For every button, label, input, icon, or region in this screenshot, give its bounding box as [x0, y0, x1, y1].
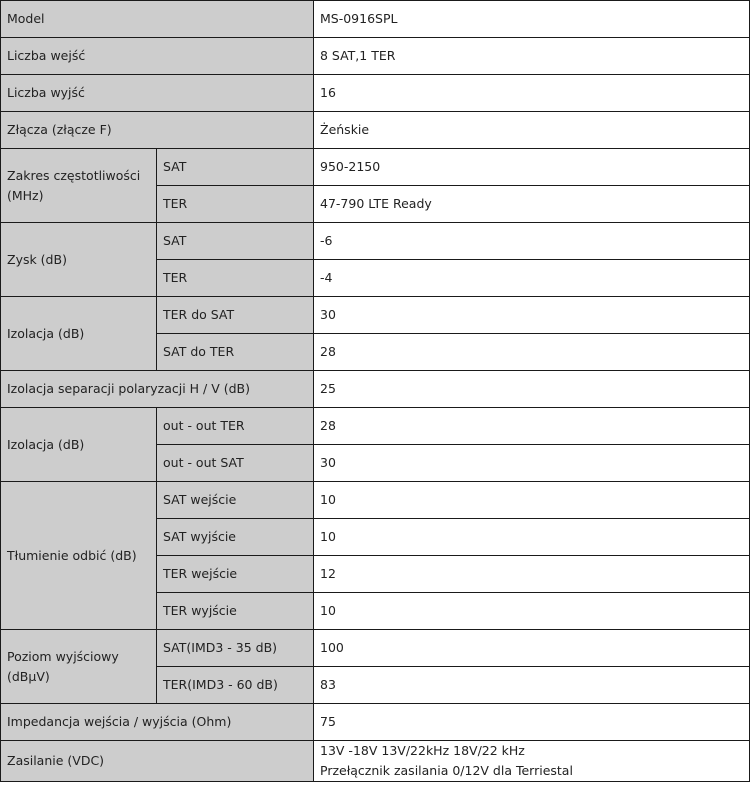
- group-label: Tłumienie odbić (dB): [1, 482, 157, 630]
- table-row: [1, 371, 750, 408]
- sub-label: out - out SAT: [157, 445, 314, 482]
- row-value: 25: [314, 371, 750, 408]
- group-label: Poziom wyjściowy (dBµV): [1, 630, 157, 704]
- sub-label: TER wejście: [157, 556, 314, 593]
- row-value: [314, 741, 750, 782]
- row-value: 950-2150: [314, 149, 750, 186]
- row-label: Impedancja wejścia / wyjścia (Ohm): [1, 704, 314, 741]
- table-row: [1, 630, 750, 667]
- table-row: [1, 223, 750, 260]
- row-label: Zasilanie (VDC): [1, 741, 314, 782]
- table-row: [1, 112, 750, 149]
- row-value: 47-790 LTE Ready: [314, 186, 750, 223]
- row-label: Liczba wejść: [1, 38, 314, 75]
- table-row: [1, 704, 750, 741]
- value-line: Przełącznik zasilania 0/12V dla Terriestal: [320, 763, 573, 778]
- row-label: Liczba wyjść: [1, 75, 314, 112]
- row-value: -4: [314, 260, 750, 297]
- row-value: 28: [314, 334, 750, 371]
- group-label: Izolacja (dB): [1, 297, 157, 371]
- row-value: MS-0916SPL: [314, 1, 750, 38]
- row-value: 8 SAT,1 TER: [314, 38, 750, 75]
- sub-label: SAT do TER: [157, 334, 314, 371]
- table-row: [1, 297, 750, 334]
- row-value: Żeńskie: [314, 112, 750, 149]
- group-label: Izolacja (dB): [1, 408, 157, 482]
- row-value: 30: [314, 445, 750, 482]
- table-row: [1, 741, 750, 782]
- table-row: [1, 149, 750, 186]
- sub-label: SAT wejście: [157, 482, 314, 519]
- row-value: 12: [314, 556, 750, 593]
- row-value: 28: [314, 408, 750, 445]
- table-row: [1, 482, 750, 519]
- sub-label: SAT: [157, 223, 314, 260]
- sub-label: SAT(IMD3 - 35 dB): [157, 630, 314, 667]
- row-value: 10: [314, 482, 750, 519]
- row-value: 10: [314, 593, 750, 630]
- sub-label: TER do SAT: [157, 297, 314, 334]
- sub-label: TER: [157, 260, 314, 297]
- sub-label: TER(IMD3 - 60 dB): [157, 667, 314, 704]
- table-row: [1, 38, 750, 75]
- sub-label: out - out TER: [157, 408, 314, 445]
- row-label: Złącza (złącze F): [1, 112, 314, 149]
- sub-label: TER wyjście: [157, 593, 314, 630]
- row-value: 30: [314, 297, 750, 334]
- row-value: 100: [314, 630, 750, 667]
- group-label: Zysk (dB): [1, 223, 157, 297]
- row-value: 10: [314, 519, 750, 556]
- row-value: 75: [314, 704, 750, 741]
- value-line: 13V -18V 13V/22kHz 18V/22 kHz: [320, 743, 525, 758]
- table-row: [1, 408, 750, 445]
- row-label: Model: [1, 1, 314, 38]
- row-value: 16: [314, 75, 750, 112]
- sub-label: SAT wyjście: [157, 519, 314, 556]
- row-value: -6: [314, 223, 750, 260]
- sub-label: TER: [157, 186, 314, 223]
- sub-label: SAT: [157, 149, 314, 186]
- group-label: Zakres częstotliwości (MHz): [1, 149, 157, 223]
- row-value: 83: [314, 667, 750, 704]
- table-row: [1, 1, 750, 38]
- table-row: [1, 75, 750, 112]
- row-label: Izolacja separacji polaryzacji H / V (dB): [1, 371, 314, 408]
